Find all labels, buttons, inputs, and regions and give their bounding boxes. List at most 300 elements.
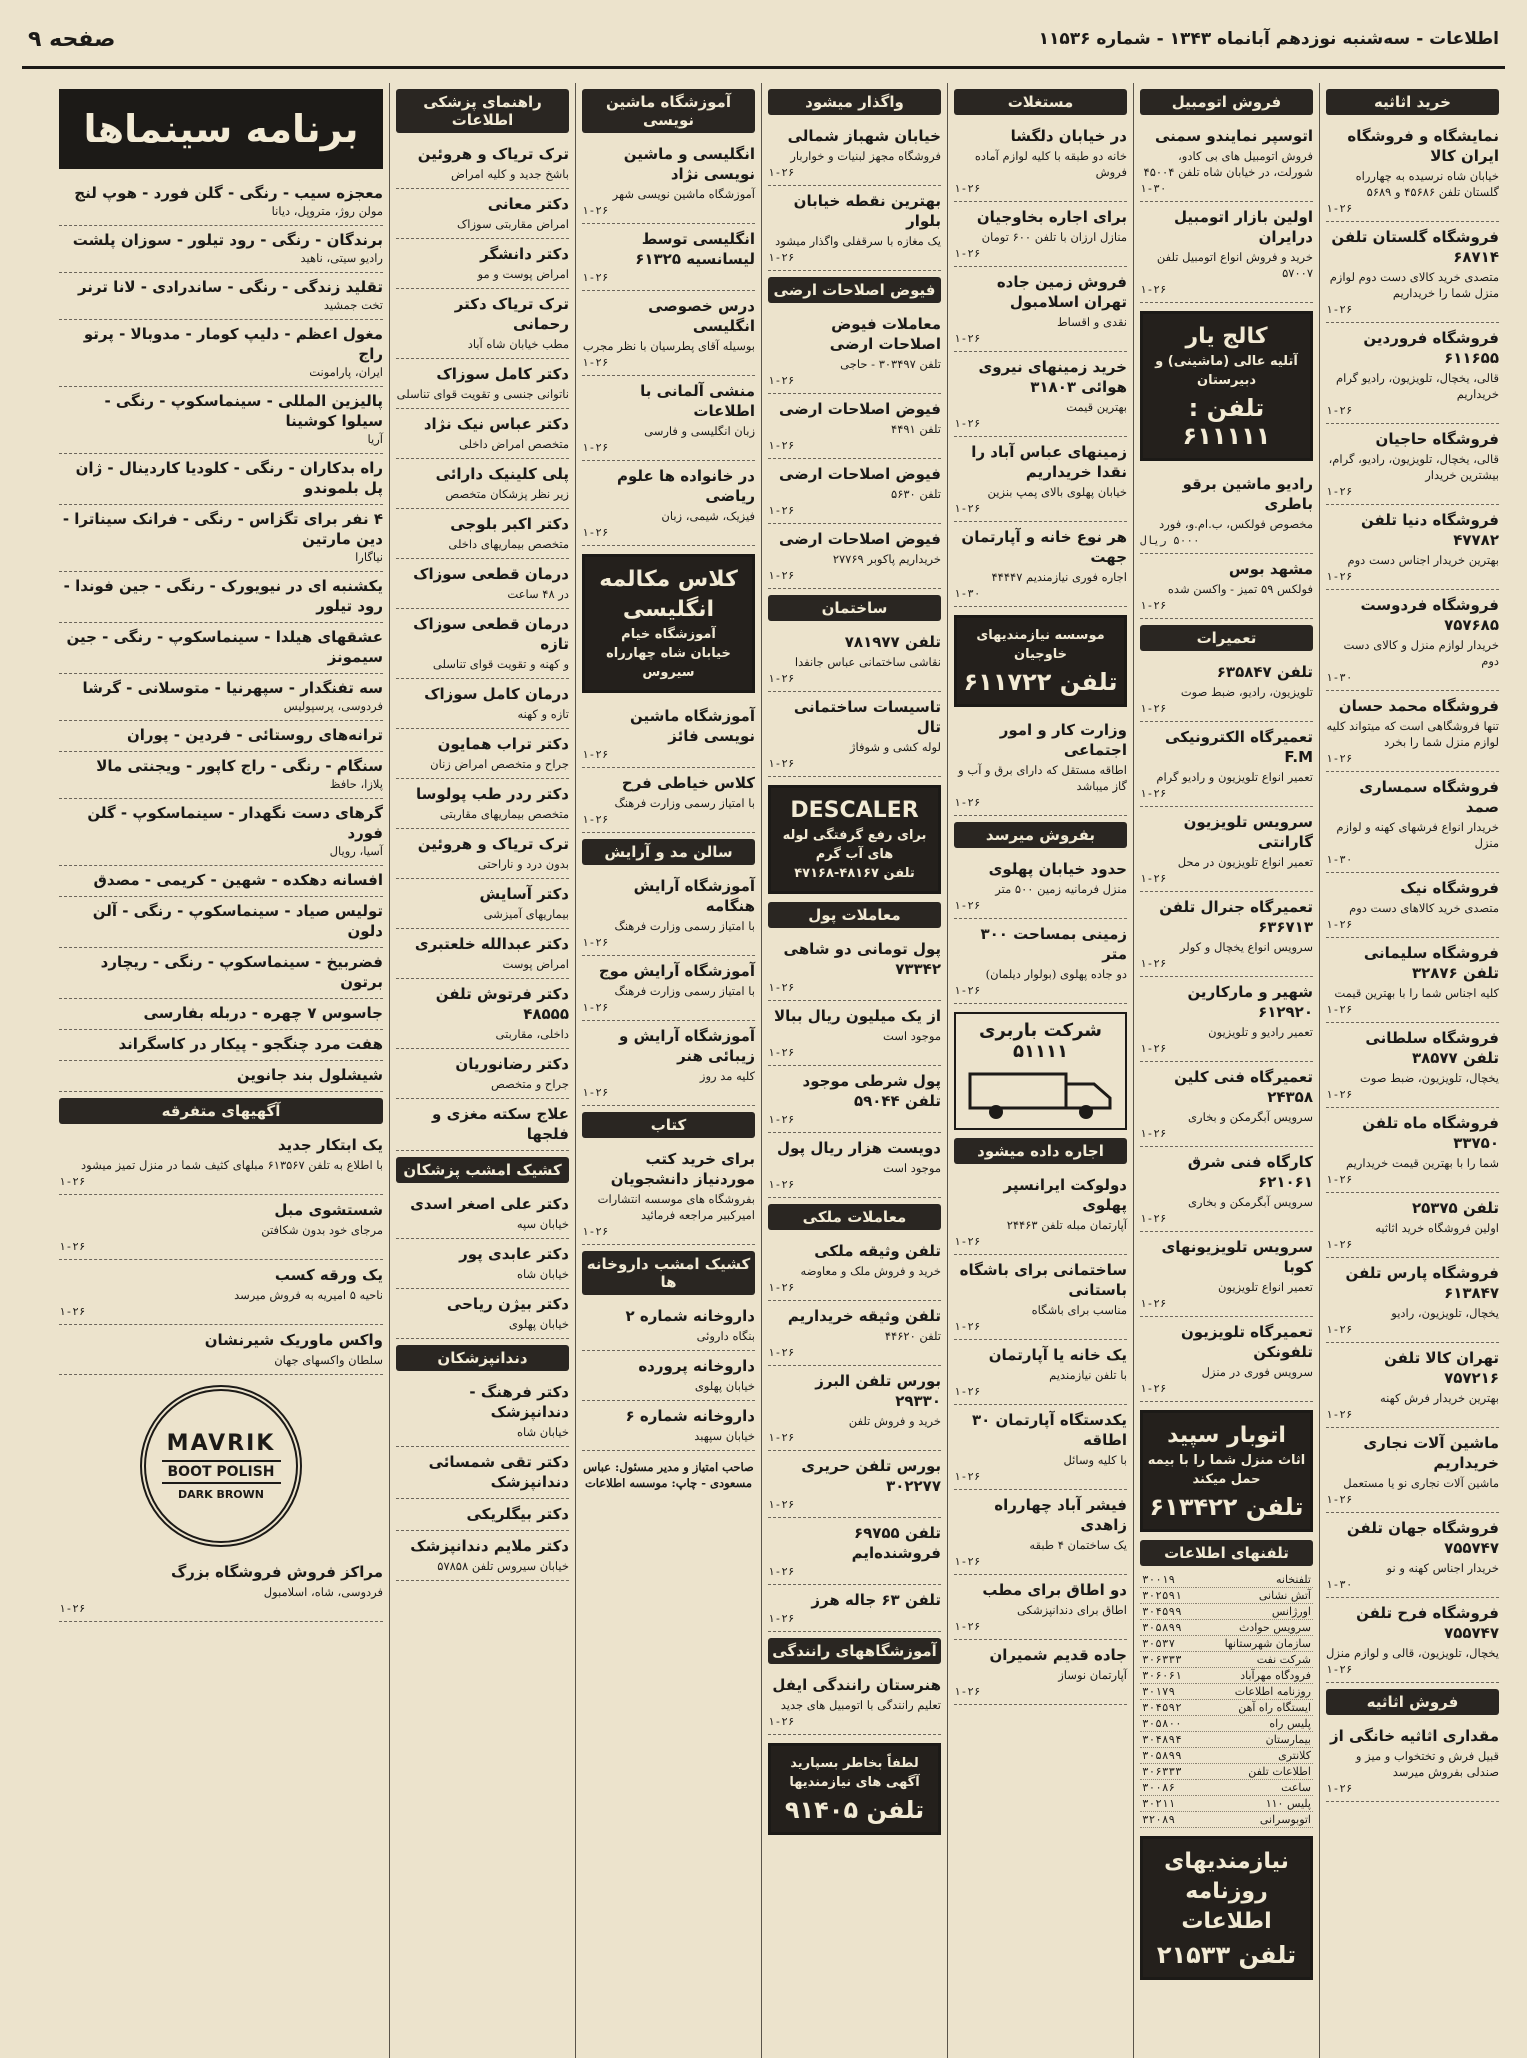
- ad-body: سرویس آبگرمکن و بخاری: [1188, 1110, 1313, 1124]
- ad-body: خیابان سیروس تلفن ۵۷۸۵۸: [437, 1559, 569, 1573]
- ad-title: دو اطاق برای مطب: [982, 1581, 1127, 1599]
- section-header: کشیک امشب پزشکان: [396, 1157, 569, 1183]
- boxed-ad-subtitle: برای رفع گرفتگی لوله های آب گرم: [782, 828, 927, 862]
- ad: [768, 1451, 941, 1518]
- ad-code: ۱-۲۶: [1326, 1323, 1353, 1336]
- movie-title: گرهای دست نگهدار - سینماسکوپ - گلن فورد: [87, 804, 383, 842]
- ad: [396, 509, 569, 559]
- ad-title: دکتر بیگلریکی: [466, 1505, 569, 1523]
- ad: [1140, 1062, 1313, 1147]
- ad: [582, 224, 755, 291]
- boxed-ad-phone: تلفن ۶۱۱۷۲۲: [963, 668, 1118, 696]
- ad-title: فروشگاه پارس تلفن ۶۱۳۸۴۷: [1345, 1264, 1499, 1302]
- ad-code: ۱-۲۶: [1140, 1212, 1167, 1225]
- phone-row: [1140, 1780, 1313, 1796]
- boxed-ad-title: DESCALER: [790, 798, 919, 823]
- ad-code: ۱-۲۶: [1140, 599, 1167, 612]
- ad-code: ۱-۲۶: [1140, 787, 1167, 800]
- ad: [768, 1133, 941, 1198]
- ad-body: تعلیم رانندگی با اتومبیل های جدید: [780, 1698, 941, 1712]
- phone-number: ۳۰۰۱۹: [1140, 1572, 1196, 1588]
- ad-code: ۱-۲۶: [768, 1612, 795, 1625]
- ad-title: دکتر فرهنگ - دندانپزشک: [469, 1383, 569, 1421]
- ad: [1326, 590, 1499, 691]
- ad: [954, 121, 1127, 202]
- ad-code: ۱-۲۶: [582, 1086, 609, 1099]
- ad-body: کلیه مد روز: [699, 1069, 755, 1083]
- ad: [396, 139, 569, 189]
- phone-row: [1140, 1636, 1313, 1652]
- boxed-ad: [1140, 1410, 1313, 1532]
- ad-title: ترک تریاک و هروئین: [417, 835, 569, 853]
- ad: [582, 956, 755, 1021]
- mavrik-polish-logo: [140, 1385, 302, 1547]
- section-header: کشیک امشب داروخانه ها: [582, 1251, 755, 1295]
- ad-title: شستشوی مبل: [274, 1201, 383, 1219]
- ad-code: ۱-۲۶: [768, 569, 795, 582]
- columns: [22, 83, 1505, 2058]
- ad-code: ۱-۲۶: [1326, 570, 1353, 583]
- phone-row: [1140, 1668, 1313, 1684]
- section-header: ساختمان: [768, 595, 941, 621]
- ad-code: ۱-۲۶: [954, 1320, 981, 1333]
- movie-title: جاسوس ۷ چهره - دربله بفارسی: [143, 1004, 383, 1022]
- movie-listing: [59, 273, 383, 320]
- ad-code: ۱-۲۶: [59, 1602, 86, 1615]
- ad: [954, 854, 1127, 919]
- ad-title: دکتر آسایش: [479, 885, 569, 903]
- ad-code: ۱-۲۶: [1140, 1382, 1167, 1395]
- ad: [768, 692, 941, 777]
- boxed-ad-phone: تلفن ۴۸۱۶۷-۴۷۱۶۸: [794, 866, 915, 881]
- ad-title: دکتر دانشگر: [480, 245, 569, 263]
- ad: [582, 701, 755, 768]
- ad: [396, 879, 569, 929]
- ad-body: خرید و فروش ملک و معاوضه: [800, 1264, 941, 1278]
- movie-theaters: نیاگارا: [355, 550, 383, 564]
- ad-title: انگلیسی توسط لیسانسیه ۶۱۳۲۵: [635, 230, 755, 268]
- ad-code: ۱-۲۶: [954, 182, 981, 195]
- ad-body: کلیه اجناس شما را با بهترین قیمت: [1334, 986, 1499, 1000]
- ad-code: ۱-۲۶: [582, 271, 609, 284]
- ad-title: زمینی بمساحت ۳۰۰ متر: [980, 925, 1127, 963]
- ad-title: زمینهای عباس آباد را نقدا خریداریم: [971, 443, 1127, 481]
- ad-code: ۱-۲۶: [1326, 404, 1353, 417]
- section-header: راهنمای پزشکی اطلاعات: [396, 89, 569, 133]
- ad-body: ماشین آلات نجاری نو یا مستعمل: [1343, 1476, 1499, 1490]
- ad-title: رادیو ماشین برقو باطری: [1182, 475, 1313, 513]
- ad-code: ۱-۲۶: [582, 748, 609, 761]
- ad-body: موجود است: [882, 1161, 941, 1175]
- ad-title: کارگاه فنی شرق ۶۲۱۰۶۱: [1187, 1153, 1313, 1191]
- ad: [396, 289, 569, 359]
- ad-title: تعمیرگاه جنرال تلفن ۶۳۶۷۱۳: [1159, 898, 1313, 936]
- ad-code: ۱-۲۶: [768, 1178, 795, 1191]
- ad-body: سرویس آبگرمکن و بخاری: [1188, 1195, 1313, 1209]
- ad-body: خریدار انواع فرشهای کهنه و لوازم منزل: [1336, 820, 1499, 850]
- ad-body: تلفن ۴۴۹۱: [891, 422, 941, 436]
- phone-number: ۳۰۰۸۶: [1140, 1780, 1196, 1796]
- column-medical: [389, 83, 575, 2058]
- phone-name: اتوبوسرانی: [1196, 1812, 1313, 1828]
- ad-body: تعمیر انواع تلویزیون: [1218, 1280, 1313, 1294]
- ad-title: هر نوع خانه و آپارتمان جهت: [961, 528, 1127, 566]
- ad-body: تلفن ۳۰۳۴۹۷ - حاجی: [840, 357, 941, 371]
- ad-body: خیابان سپه: [516, 1217, 569, 1231]
- phone-name: سرویس حوادث: [1196, 1620, 1313, 1636]
- ad-body: بهترین قیمت: [1066, 400, 1127, 414]
- ad: [59, 1260, 383, 1325]
- ad-body: متصدی خرید کالای دست دوم لوازم منزل شما را خریداریم: [1329, 270, 1499, 300]
- ad-title: یکدستگاه آپارتمان ۳۰ اطاقه: [971, 1411, 1127, 1449]
- ad: [954, 919, 1127, 1004]
- ad-title: سرویس تلویزیونهای کوبا: [1161, 1238, 1313, 1276]
- ad-body: تنها فروشگاهی است که میتواند کلیه لوازم منزل شما را بخرد: [1326, 719, 1499, 749]
- ad-code: ۱-۲۶: [582, 936, 609, 949]
- ad-body: قالی، یخچال، تلویزیون، رادیو گرام خریداریم: [1336, 371, 1499, 401]
- ad-body: سرویس فوری در منزل: [1201, 1365, 1313, 1379]
- ad: [954, 352, 1127, 437]
- ad: [1326, 424, 1499, 505]
- ad-title: فروشگاه ماه تلفن ۳۳۷۵۰: [1362, 1114, 1499, 1152]
- ad-code: ۱-۲۶: [1326, 1663, 1353, 1676]
- movie-theaters: مولن روژ، متروپل، دیانا: [271, 204, 383, 218]
- ad: [768, 1066, 941, 1133]
- boxed-ad-address: خیابان شاه چهارراه سیروس: [606, 646, 731, 680]
- section-header: واگذار میشود: [768, 89, 941, 115]
- ad-body: خرید و فروش انواع اتومبیل تلفن ۵۷۰۰۷: [1156, 250, 1313, 280]
- movie-listing: [59, 226, 383, 273]
- ad-code: ۱-۲۶: [768, 1498, 795, 1511]
- ad-title: فروشگاه فرح تلفن ۷۵۵۷۴۷: [1356, 1604, 1499, 1642]
- phone-directory: [1140, 1572, 1313, 1828]
- phone-row: [1140, 1604, 1313, 1620]
- movie-listing: [59, 948, 383, 999]
- phone-number: ۳۰۵۸۹۹: [1140, 1748, 1196, 1764]
- ad-code: ۱-۲۶: [768, 166, 795, 179]
- ad-body: زیر نظر پزشکان متخصص: [445, 487, 569, 501]
- ad-body: متصدی خرید کالاهای دست دوم: [1349, 901, 1499, 915]
- ad-title: آموزشگاه آرایش و زیبائی هنر: [619, 1027, 755, 1065]
- ad-code: ۱-۲۶: [768, 672, 795, 685]
- movie-title: راه بدکاران - رنگی - کلودیا کاردینال - ژان پل بلموندو: [75, 459, 383, 497]
- ad-title: تعمیرگاه فنی کلین ۲۴۳۵۸: [1174, 1068, 1313, 1106]
- phone-name: پلیس راه: [1196, 1716, 1313, 1732]
- ad: [768, 309, 941, 394]
- ad: [1140, 977, 1313, 1062]
- ad-title: تلفن ۶۳۵۸۴۷: [1216, 663, 1313, 681]
- ad-body: امراض پوست: [502, 957, 569, 971]
- movie-listing: [59, 572, 383, 623]
- ad-code: ۱-۲۶: [768, 1281, 795, 1294]
- ad-body: خیابان پهلوی: [508, 1317, 569, 1331]
- ad: [1326, 691, 1499, 772]
- ad-body: جراح و متخصص امراض زنان: [430, 757, 569, 771]
- movie-title: هفت مرد چنگجو - پیکار در کاسگراند: [118, 1035, 383, 1053]
- column-cinema: [53, 83, 389, 2058]
- truck-ad-label: شرکت باربری ۵۱۱۱۱: [978, 1020, 1103, 1062]
- ad-code: ۱-۲۶: [582, 204, 609, 217]
- movie-listing: [59, 721, 383, 752]
- ad: [396, 1447, 569, 1499]
- ad-code: ۱-۲۶: [1140, 957, 1167, 970]
- phone-name: پلیس ۱۱۰: [1196, 1796, 1313, 1812]
- ad-body: و کهنه و تقویت قوای تناسلی: [432, 657, 569, 671]
- ad: [954, 1255, 1127, 1340]
- ad-body: با کلیه وسائل: [1063, 1453, 1127, 1467]
- ad-body: منزل فرمانیه زمین ۵۰۰ متر: [995, 882, 1127, 896]
- ad-code: ۱-۲۶: [1326, 202, 1353, 215]
- ad: [768, 524, 941, 589]
- movie-listing: [59, 674, 383, 721]
- ad-title: خرید زمینهای نیروی هوائی ۳۱۸۰۳: [978, 358, 1127, 396]
- ad-code: ۱-۲۶: [768, 1431, 795, 1444]
- ad: [582, 1351, 755, 1401]
- ad-code: ۱-۳۰: [1140, 182, 1167, 195]
- ad-title: دکتر ردر طب پولوسا: [416, 785, 569, 803]
- phone-name: اورژانس: [1196, 1604, 1313, 1620]
- boxed-ad: [1140, 311, 1313, 461]
- ad-code: ۱-۲۶: [768, 1346, 795, 1359]
- ad-code: ۱-۲۶: [954, 984, 981, 997]
- movie-theaters: آریا: [367, 432, 383, 446]
- ad: [396, 359, 569, 409]
- ad-code: ۱-۲۶: [954, 1555, 981, 1568]
- section-header: آگهیهای متفرقه: [59, 1098, 383, 1124]
- ad-body: شما را با بهترین قیمت خریداریم: [1346, 1156, 1499, 1170]
- phone-row: [1140, 1684, 1313, 1700]
- ad-body: خیابان پهلوی: [694, 1379, 755, 1393]
- ad-title: دکتر عباس نیک نژاد: [423, 415, 569, 433]
- phone-number: ۳۰۲۵۹۱: [1140, 1588, 1196, 1604]
- ad: [59, 1557, 383, 1622]
- movie-listing: [59, 799, 383, 866]
- ad-body: زبان انگلیسی و فارسی: [644, 424, 755, 438]
- ad-title: فیشر آباد چهارراه زاهدی: [994, 1496, 1127, 1534]
- section-header: آموزشگاههای رانندگی: [768, 1638, 941, 1664]
- ad-title: پول تومانی دو شاهی ۷۳۳۴۲: [783, 940, 941, 978]
- ad: [1326, 222, 1499, 323]
- ad-code: ۱-۲۶: [582, 441, 609, 454]
- boxed-ad-subtitle: اثاث منزل شما را با بیمه حمل میکند: [1147, 1453, 1306, 1487]
- phone-row: [1140, 1652, 1313, 1668]
- boxed-ad-title: موسسه نیازمندیهای خاوجیان: [976, 628, 1105, 662]
- ad: [1140, 469, 1313, 554]
- movie-title: تولیس صیاد - سینماسکوپ - رنگی - آلن دلون: [92, 902, 383, 940]
- ad: [954, 1405, 1127, 1490]
- ad-title: درمان قطعی سوزاک تازه: [413, 615, 569, 653]
- ad-code: ۱-۲۶: [1140, 1042, 1167, 1055]
- ad: [396, 189, 569, 239]
- ad-code: ۱-۳۰: [1326, 853, 1353, 866]
- ad-title: فروشگاه فردوست ۷۵۷۶۸۵: [1360, 596, 1499, 634]
- ad-title: مقداری اثاثیه خانگی از: [1330, 1727, 1499, 1745]
- ad-title: در خانواده ها علوم ریاضی: [617, 467, 755, 505]
- ad: [396, 729, 569, 779]
- ad-title: فروش زمین جاده تهران اسلامبول: [996, 273, 1127, 311]
- boxed-ad-subtitle: آتلیه‌ عالی (ماشینی) و دبیرستان: [1155, 354, 1298, 388]
- ad: [396, 459, 569, 509]
- ad: [582, 1301, 755, 1351]
- ad: [954, 522, 1127, 607]
- ad-body: قبیل فرش و تختخواب و میز و صندلی بفروش میرسد: [1355, 1749, 1499, 1779]
- page-label: صفحه ۹: [28, 26, 116, 52]
- boxed-ad-title: نیازمندیهای روزنامه اطلاعات: [1164, 1849, 1289, 1934]
- ad: [768, 394, 941, 459]
- ad-title: دکتر رضانوریان: [455, 1055, 569, 1073]
- ad: [768, 459, 941, 524]
- ad: [768, 1670, 941, 1735]
- phone-name: کلانتری: [1196, 1748, 1313, 1764]
- movie-title: معجزه سیب - رنگی - گلن فورد - هوپ لنج: [74, 184, 383, 202]
- ad-title: مراکز فروش فروشگاه بزرگ: [170, 1563, 383, 1581]
- ad: [768, 1585, 941, 1632]
- ad-code: ۱-۲۶: [1140, 702, 1167, 715]
- ad-body: فولکس ۵۹ تمیز - واکسن شده: [1167, 582, 1313, 596]
- ad-body: با امتیاز رسمی وزارت فرهنگ: [614, 984, 755, 998]
- phone-number: ۳۰۶۰۶۱: [1140, 1668, 1196, 1684]
- ad-body: نقاشی ساختمانی عباس جانفدا: [794, 655, 941, 669]
- ad-title: دولوکت ایرانسپر پهلوی: [1003, 1176, 1127, 1214]
- movie-listing: [59, 1030, 383, 1061]
- boxed-ad: [954, 615, 1127, 707]
- ad-body: لوله کشی و شوفاژ: [849, 740, 941, 754]
- movie-theaters: فردوسی، پرسپولیس: [283, 699, 383, 713]
- ad: [396, 829, 569, 879]
- ad: [396, 609, 569, 679]
- ad-code: ۱-۲۶: [1326, 1238, 1353, 1251]
- ad-code: ۱-۲۶: [1326, 1003, 1353, 1016]
- ad-title: فروشگاه گلستان تلفن ۶۸۷۱۴: [1331, 228, 1499, 266]
- ad-title: تاسیسات ساختمانی تال: [793, 698, 941, 736]
- ad-body: با امتیاز رسمی وزارت فرهنگ: [614, 796, 755, 810]
- ad: [1140, 722, 1313, 807]
- ad: [396, 1099, 569, 1151]
- ad-code: ۱-۲۶: [768, 1715, 795, 1728]
- ad-code: ۱-۲۶: [1326, 1493, 1353, 1506]
- boxed-ad: [768, 1743, 941, 1835]
- ad-body: در ۴۸ ساعت: [507, 587, 569, 601]
- phone-row: [1140, 1812, 1313, 1828]
- ad-title: تلفن وثیقه خریداریم: [787, 1307, 941, 1325]
- ad-body: بهترین خریدار فرش کهنه: [1380, 1391, 1499, 1405]
- ad-title: واکس ماوریک شیرنشان: [204, 1331, 383, 1349]
- ad-body: جراح و متخصص: [490, 1077, 569, 1091]
- ad-code: ۱-۲۶: [768, 1113, 795, 1126]
- ad-body: مناسب برای باشگاه: [1031, 1303, 1127, 1317]
- phone-row: [1140, 1796, 1313, 1812]
- ad-title: آموزشگاه آرایش موج: [598, 962, 755, 980]
- movie-title: ترانه‌های روستائی - فردین - پوران: [126, 726, 383, 744]
- ad-body: یخچال، تلویزیون، رادیو: [1391, 1306, 1499, 1320]
- phone-row: [1140, 1572, 1313, 1588]
- ad-title: تعمیرگاه تلویزیون تلفونکن: [1180, 1323, 1313, 1361]
- ad-body: قالی، یخچال، تلویزیون، رادیو، گرام، بیشترین خریدار: [1328, 452, 1499, 482]
- ad: [582, 461, 755, 546]
- phone-number: ۳۰۴۵۹۹: [1140, 1604, 1196, 1620]
- phone-name: اطلاعات تلفن: [1196, 1764, 1313, 1780]
- ad-body: خیابان شاه: [516, 1267, 569, 1281]
- ad: [396, 779, 569, 829]
- ad-body: تلفن ۴۴۶۲۰: [884, 1329, 941, 1343]
- phone-row: [1140, 1764, 1313, 1780]
- movie-title: ۴ نفر برای تگزاس - رنگی - فرانک سیناترا - دین مارتین: [62, 510, 383, 548]
- ad: [954, 1340, 1127, 1405]
- ad-title: آموزشگاه ماشین نویسی فائز: [630, 707, 755, 745]
- section-header: دندانپزشکان: [396, 1345, 569, 1371]
- ad-body: اطاقه مستقل که دارای برق و آب و گاز میباشد: [958, 763, 1127, 793]
- ad-title: دکتر تراب همایون: [437, 735, 569, 753]
- ad-body: امراض مقاربتی سوزاک: [456, 217, 569, 231]
- ad: [582, 1021, 755, 1106]
- ad-title: شهیر و مارکارین ۶۱۲۹۲۰: [1187, 983, 1313, 1021]
- ad-code: ۱-۲۶: [954, 502, 981, 515]
- ad-body: منازل ارزان با تلفن ۶۰۰ تومان: [981, 230, 1127, 244]
- ad-title: فیوض اصلاحات ارضی: [779, 400, 941, 418]
- ad: [1326, 1108, 1499, 1193]
- seal-color: DARK BROWN: [177, 1488, 264, 1501]
- phone-name: ایستگاه راه آهن: [1196, 1700, 1313, 1716]
- movie-title: برندگان - رنگی - رود تیلور - سوزان پلشت: [72, 231, 383, 249]
- ad-code: ۱-۳۰: [1326, 671, 1353, 684]
- column-transfers: [761, 83, 947, 2058]
- phone-name: ساعت: [1196, 1780, 1313, 1796]
- ad-code: ۱-۲۶: [1326, 303, 1353, 316]
- ad-body: متخصص امراض داخلی: [458, 437, 569, 451]
- ad: [768, 627, 941, 692]
- boxed-ad-title: لطفاً بخاطر بسپارید: [790, 1756, 919, 1771]
- movie-theaters: پلازا، حافظ: [329, 777, 383, 791]
- movie-title: پالیزین المللی - سینماسکوپ - رنگی - سیلوا کوشینا: [104, 392, 383, 430]
- section-header: فروش اتومبیل: [1140, 89, 1313, 115]
- movie-listing: [59, 623, 383, 674]
- ad-code: ۱-۲۶: [768, 757, 795, 770]
- ad-code: ۱-۲۶: [582, 813, 609, 826]
- ad-title: فروشگاه سلطانی تلفن ۳۸۵۷۷: [1365, 1029, 1499, 1067]
- ad-title: دکتر علی اصغر اسدی: [410, 1195, 569, 1213]
- ad-body: فروشگاه مجهز لبنیات و خواربار: [790, 149, 941, 163]
- ad-code: ۵۰۰۰ ریال: [1140, 534, 1200, 547]
- phone-number: ۳۰۵۸۰۰: [1140, 1716, 1196, 1732]
- ad: [396, 409, 569, 459]
- phone-number: ۳۰۴۸۹۴: [1140, 1732, 1196, 1748]
- section-header: فروش اثاثیه: [1326, 1689, 1499, 1715]
- ad-code: ۱-۲۶: [1140, 872, 1167, 885]
- ad-body: فیزیک، شیمی، زبان: [661, 509, 755, 523]
- ad-body: تازه و کهنه: [517, 707, 569, 721]
- ad-body: نقدی و اقساط: [1056, 315, 1127, 329]
- ad-code: ۱-۲۶: [1326, 752, 1353, 765]
- truck-icon: [966, 1066, 1116, 1122]
- ad-body: متخصص بیماریهای مقاربتی: [439, 807, 569, 821]
- section-header: کتاب: [582, 1112, 755, 1138]
- ad-title: در خیابان دلگشا: [1010, 127, 1127, 145]
- ad-body: ناحیه ۵ امیریه به فروش میرسد: [234, 1288, 383, 1302]
- ad-title: فروشگاه فروردین ۶۱۱۶۵۵: [1363, 329, 1499, 367]
- ad-code: ۱-۲۶: [582, 526, 609, 539]
- ad: [396, 1239, 569, 1289]
- ad-title: دکتر عبدالله خلعتبری: [414, 935, 569, 953]
- ad-body: سرویس انواع یخچال و کولر: [1179, 940, 1313, 954]
- ad: [582, 376, 755, 461]
- ad-title: هنرستان رانندگی ایفل: [772, 1676, 941, 1694]
- movie-listing: [59, 320, 383, 387]
- phone-number: ۳۲۰۸۹: [1140, 1812, 1196, 1828]
- ad-body: سلطان واکسهای جهان: [274, 1353, 383, 1367]
- phone-name: روزنامه اطلاعات: [1196, 1684, 1313, 1700]
- ad-body: با تلفن نیازمندیم: [1049, 1368, 1127, 1382]
- ad-code: ۱-۲۶: [954, 1235, 981, 1248]
